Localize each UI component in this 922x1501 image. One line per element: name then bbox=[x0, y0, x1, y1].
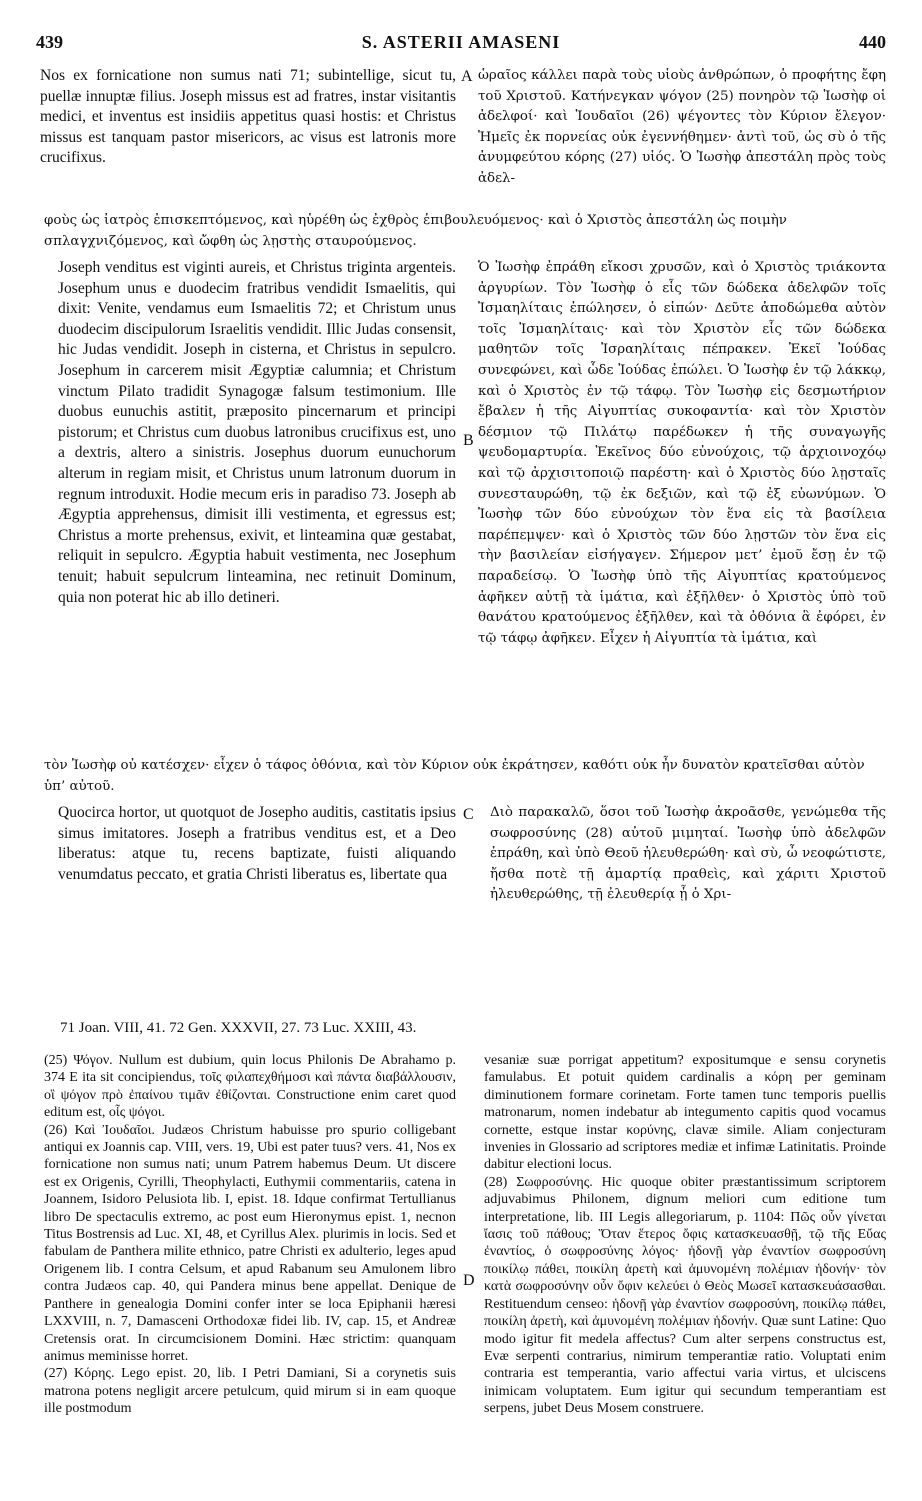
margin-marker-c: C bbox=[463, 806, 474, 823]
greek-paragraph-2 bbox=[478, 258, 886, 649]
latin-paragraph-2 bbox=[58, 258, 456, 608]
notes-left-column bbox=[44, 1052, 456, 1418]
greek-span-line-2: τὸν Ἰωσὴφ οὐ κατέσχεν· εἶχεν ὁ τάφος ὀθόνια, καὶ τὸν Κύριον οὐκ ἐκράτησεν, καθότι οὐκ ἦν δυνατὸν κρατεῖσθαι αὐτὸν ὑπ’ αὐτοῦ. bbox=[44, 758, 865, 794]
greek-paragraph-1 bbox=[478, 66, 886, 190]
latin-text-3: Quocirca hortor, ut quotquot de Josepho auditis, castitatis ipsius simus imitatores. Joseph a fratribus venditus est, et a Deo liberatus: atque tu, recens baptizate, fuisti aliquando venumdatus peccato, et gratia Christi liberatus es, libertate qua bbox=[58, 804, 456, 883]
notes-right-column bbox=[484, 1052, 886, 1418]
latin-text-1: Nos ex fornicatione non sumus nati 71; subintellige, sicut tu, puellæ innuptæ filius. Joseph missus est ad fratres, instar visitantis medici, et inventus est insidiis appetitus quasi hostis: et Christus missus est tanquam pastor misericors, ac visus est latronis more crucifixus. bbox=[40, 67, 456, 167]
greek-text-2: Ὁ Ἰωσὴφ ἐπράθη εἴκοσι χρυσῶν, καὶ ὁ Χριστὸς τριάκοντα ἀργυρίων. Τὸν Ἰωσὴφ ὁ εἷς τῶν δώδεκα ἀδελφῶν τοῖς Ἰσμαηλίταις ἐπώλησεν, ὁ εἰπών· Δεῦτε ἀποδώμεθα αὐτὸν τοῖς Ἰσμαηλίταις· καὶ τὸν Χριστὸν εἷς τῶν δώδεκα μαθητῶν τοῖς Ἰσραηλίταις πέπρακεν. Ἐκεῖ Ἰούδας συνεφώνει, καὶ ὧδε Ἰούδας ἐπώλει. Ὁ Ἰωσὴφ ἐν τῷ λάκκῳ, καὶ ὁ Χριστὸς ἐν τῷ τάφῳ. Τὸν Ἰωσὴφ εἰς δεσμωτήριον ἔβαλεν ἡ τῆς Αἰγυπτίας συκοφαντία· καὶ τὸν Χριστὸν δέσμιον τῷ Πιλάτῳ παρέδωκεν ἡ τῆς συναγωγῆς ψευδομαρτυρία. Ἐκεῖνος δύο εὐνούχοις, τῷ ἀρχιοινοχόῳ καὶ τῷ ἀρχισιτοποιῷ παρέστη· καὶ ὁ Χριστὸς δύο λῃσταῖς συνεσταυρώθη, τῷ ἐκ δεξιῶν, καὶ τῷ ἐξ εὐωνύμων. Ὁ Ἰωσὴφ τῶν δύο εὐνούχων τὸν ἕνα εἰς τὰ βασίλεια παρέπεμψεν· καὶ ὁ Χριστὸς τῶν δύο λῃστῶν τὸν ἕνα εἰς τὴν βασιλείαν εἰσήγαγεν. Σήμερον μετ’ ἐμοῦ ἔσῃ ἐν τῷ παραδείσῳ. Ὁ Ἰωσὴφ ὑπὸ τῆς Αἰγυπτίας κρατούμενος ἀφῆκεν αὐτῇ τὰ ἱμάτια, καὶ ἐξῆλθεν· ὁ Χριστὸς ὑπὸ τοῦ θανάτου κρατούμενος ἐξῆλθεν, καὶ τὰ ὀθόνια ἃ ἐφόρει, ἐν τῷ τάφῳ ἀφῆκεν. Εἶχεν ἡ Αἰγυπτία τὰ ἱμάτια, καὶ bbox=[478, 260, 886, 646]
latin-text-2: Joseph venditus est viginti aureis, et Christus triginta argenteis. Josephum unus e duodecim fratribus vendidit Ismaelitis, qui dixit: Venite, vendamus eum Ismaelitis 72; et Christum unus duodecim discipulorum Israelitis vendidit. Illic Judas consensit, hic Judas vendidit. Joseph in cisterna, et Christus in sepulcro. Josephum in carcerem misit Ægyptiæ calumnia; et Christum vinctum Pilato tradidit Synagogæ falsum testimonium. Ille duobus eunuchis astitit, præposito pincernarum et principi pistorum; et Christus cum duobus latronibus crucifixus est, uno a dextris, altero a sinistris. Josephus duorum eunuchorum alterum in regiam misit, et Christus unum latronum duorum in regnum introduxit. Hodie mecum eris in paradiso 73. Joseph ab Ægyptia apprehensus, dimisit illi vestimenta, et egressus est; Christus a morte prehensus, exivit, et linteamina quæ gestabat, reliquit in sepulcro. Ægyptia habuit vestimenta, nec Josephum tenuit; habuit sepulcrum linteamina, nec retinuit Dominum, quia non poterat hic ab illo detineri. bbox=[58, 259, 456, 606]
greek-text-1: ὡραῖος κάλλει παρὰ τοὺς υἱοὺς ἀνθρώπων, ὁ προφήτης ἔφη τοῦ Χριστοῦ. Κατήνεγκαν ψόγον (25) πονηρὸν τῷ Ἰωσὴφ οἱ ἀδελφοί· καὶ Ἰουδαῖοι (26) ψέγοντες τὸν Κύριον ἔλεγον· Ἡμεῖς ἐκ πορνείας οὐκ ἐγεννήθημεν· ἀντὶ τοῦ, ὡς σὺ ὁ τῆς ἀνυμφεύτου κόρης (27) υἱός. Ὁ Ἰωσὴφ ἀπεστάλη πρὸς τοὺς ἀδελ- bbox=[478, 68, 886, 186]
note-28: (28) Σωφροσύνης. Hic quoque obiter præstantissimum scriptorem adjuvabimus Philonem, dignum meliori cum editione tum interpretatione, lib. III Legis allegoriarum, p. 1104: Πῶς οὖν γίνεται ἴασις τοῦ πάθους; Ὅταν ἕτερος ὄφις κατασκευασθῇ, τῷ τῆς Εὔας ἐναντίος, ὁ σωφροσύνης λόγος· ἡδονῇ γὰρ ἐναντίον σωφροσύνη ποικίλῳ πάθει, ποικίλη ἀρετὴ καὶ ἀμυνομένη πολέμιαν ἡδονήν· τὸν κατὰ σωφροσύνην οὖν ὄφιν κελεύει ὁ Θεὸς Μωσεῖ κατασκευάσασθαι. Restituendum censeo: ἡδονῇ γὰρ ἐναντίον σωφροσύνη, ποικίλῳ πάθει, ποικίλη ἀρετὴ, καὶ ἀμυνομένη πολέμιαν ἡδονήν. Quæ sunt Latine: Quo modo igitur fit medela affectus? Cum alter serpens constructus est, Evæ serpenti contrarius, nimirum temperantiæ ratio. Voluptati enim contraria est temperantia, vario affectui varia virtus, et ulciscens inimicam voluptatem. Eum igitur qui secundum temperantiam est serpens, jubet Deus Mosem construere. bbox=[484, 1174, 886, 1417]
greek-span-line-1: φοὺς ὡς ἰατρὸς ἐπισκεπτόμενος, καὶ ηὑρέθη ὡς ἐχθρὸς ἐπιβουλευόμενος· καὶ ὁ Χριστὸς ἀπεστάλη ὡς ποιμὴν σπλαγχνιζόμενος, καὶ ὤφθη ὡς λῃστὴς σταυρούμενος. bbox=[44, 213, 787, 249]
left-page-number: 439 bbox=[36, 32, 63, 52]
latin-paragraph-3 bbox=[58, 803, 456, 885]
greek-text-3: Διὸ παρακαλῶ, ὅσοι τοῦ Ἰωσὴφ ἀκροᾶσθε, γενώμεθα τῆς σωφροσύνης (28) αὐτοῦ μιμηταί. Ἰωσὴφ ὑπὸ ἀδελφῶν ἐπράθη, καὶ ὑπὸ Θεοῦ ἠλευθερώθη· καὶ σὺ, ὦ νεοφώτιστε, ἤσθα ποτὲ τῇ ἁμαρτίᾳ πραθεὶς, καὶ χάριτι Χριστοῦ ἠλευθερώθης, τῇ ἐλευθερίᾳ ᾗ ὁ Χρι- bbox=[490, 805, 886, 903]
scripture-references: 71 Joan. VIII, 41. 72 Gen. XXXVII, 27. 73 Luc. XXIII, 43. bbox=[60, 1020, 417, 1036]
note-27: (27) Κόρης. Lego epist. 20, lib. I Petri Damiani, Si a corynetis suis matrona potens negligit arcere petulcum, quid mirum si in eam quoque ille postmodum bbox=[44, 1366, 456, 1417]
margin-marker-a: A bbox=[461, 68, 473, 85]
note-27-continued: vesaniæ suæ porrigat appetitum? expositumque e sensu corynetis famulabus. Et potuit quidem cardinalis a κόρη per geminam diminutionem formare corinetam. Forte tamen tunc temporis puellis matronarum, nomen indebatur ab integumento capitis quod vocamus cornette, estque instar κορύνης, clavæ simile. Aliam conjecturam invenies in Glossario ad scriptores mediæ et infimæ Latinitatis. Proinde dabitur electioni locus. bbox=[484, 1053, 886, 1173]
running-title: S. ASTERII AMASENI bbox=[361, 32, 561, 52]
latin-paragraph-1 bbox=[40, 66, 456, 169]
margin-marker-b: B bbox=[463, 432, 474, 449]
margin-marker-d: D bbox=[463, 1272, 475, 1289]
greek-paragraph-3 bbox=[490, 803, 886, 906]
right-page-number: 440 bbox=[859, 32, 886, 52]
note-25: (25) Ψόγον. Nullum est dubium, quin locus Philonis De Abrahamo p. 374 E ita sit concipiendus, τοῖς φιλαπεχθήμοσι καὶ πάντα διαβάλλουσιν, οἳ ψόγον πρὸ ἐπαίνου τιμᾶν ἐθίζονται. Constructione enim caret quod editum est, οἷς ψόγοι. bbox=[44, 1053, 456, 1121]
running-header bbox=[36, 32, 886, 56]
note-26: (26) Καὶ Ἰουδαῖοι. Judæos Christum habuisse pro spurio colligebant antiqui ex Joannis cap. VIII, vers. 19, Ubi est pater tuus? vers. 41, Nos ex fornicatione non sumus nati; unum Patrem habemus Deum. Ut discere est ex Origenis, Cyrilli, Theophylacti, Euthymii commentariis, catena in Joannem, Isidoro Pelusiota lib. I, epist. 18. Idque confirmat Tertullianus libro De spectaculis extremo, ac post eum Hieronymus epist. 1, necnon Titus Bostrensis ad Luc. XI, 48, et Cyrillus Alex. plurimis in locis. Sed et fabulam de Panthera milite ethnico, patre Christi ex adulterio, leges apud Origenem lib. I contra Celsum, et apud Rabanum seu Amulonem libro contra Judæos cap. 40, qui Pandera minus bene appellat. Denique de Panthere in genealogia Domini confer inter se loca Epiphanii hæresi LXXVIII, n. 7, Damasceni Orthodoxæ fidei lib. IV, cap. 15, et Andreæ Cretensis orat. In circumcisionem Domini. Hæc strictim: quanquam animus meminisse horret. bbox=[44, 1122, 456, 1364]
